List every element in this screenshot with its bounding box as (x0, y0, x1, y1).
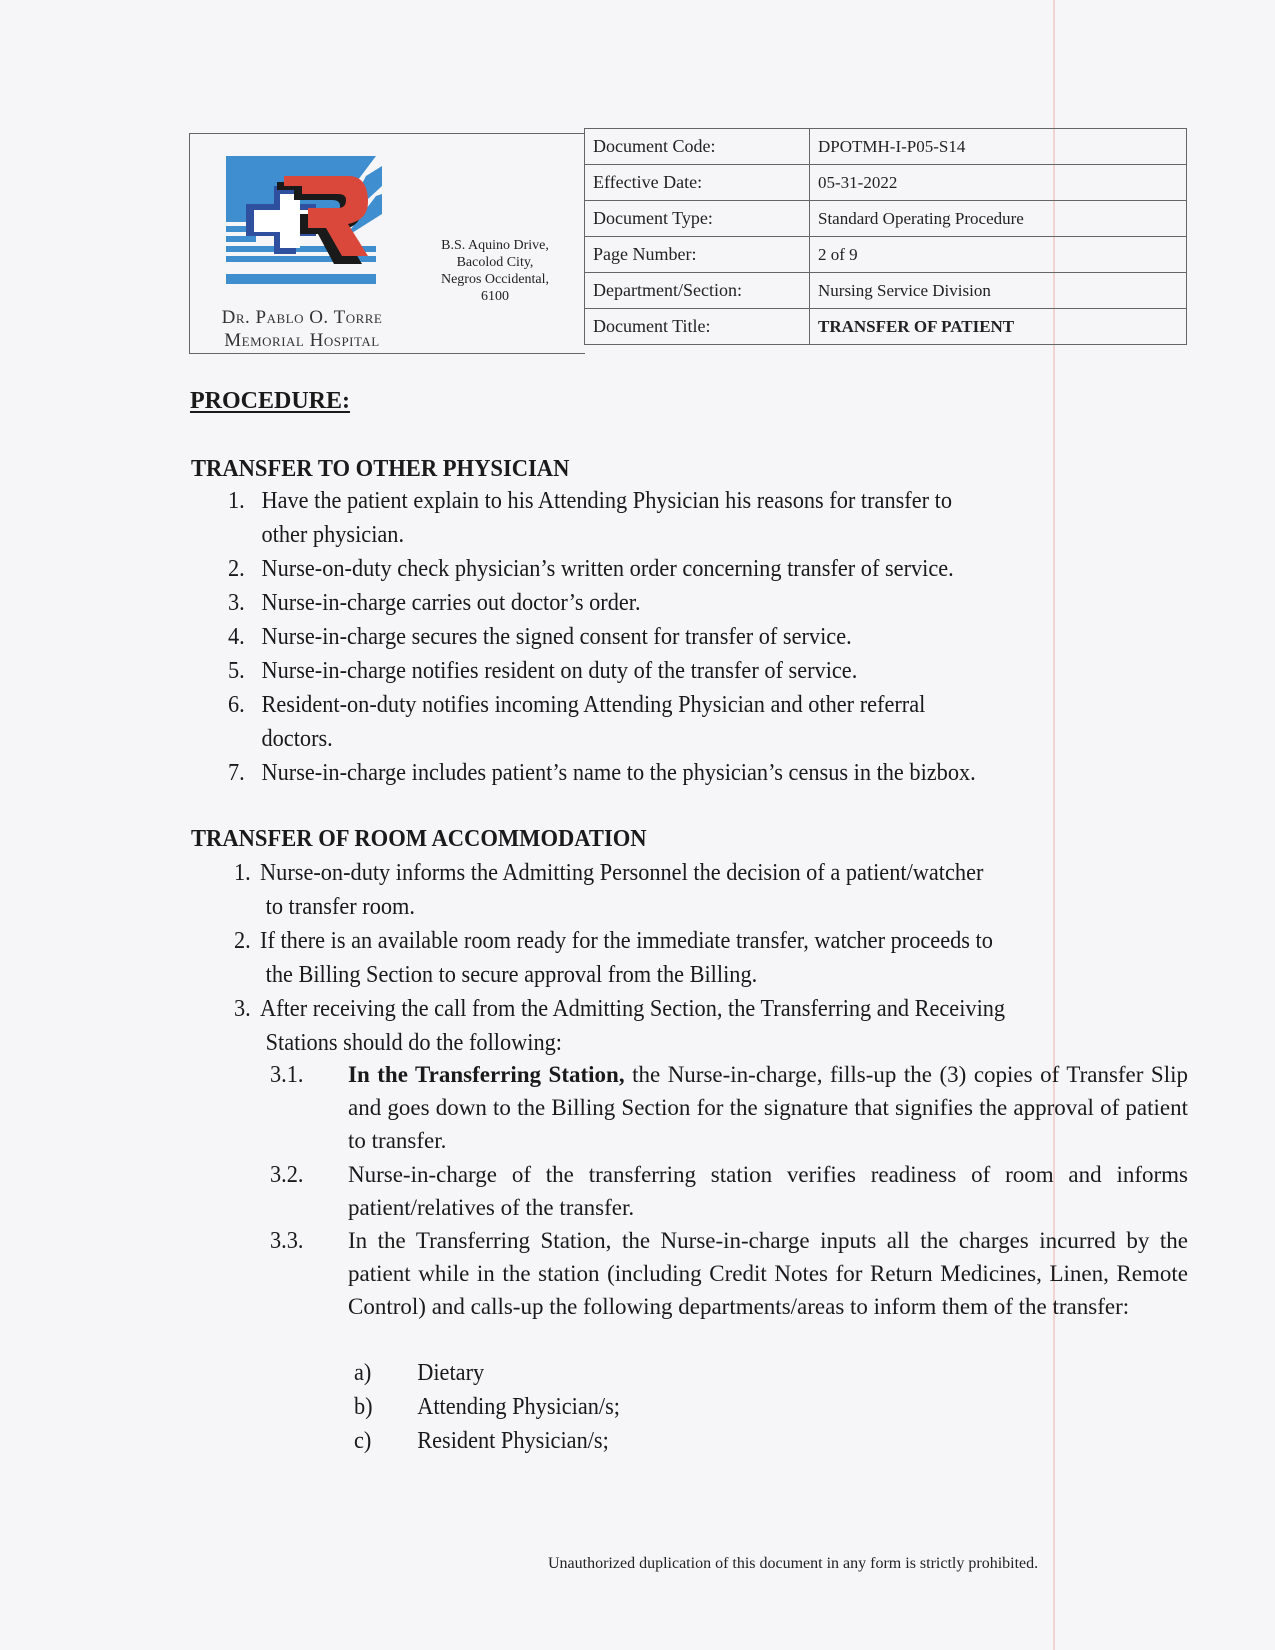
meta-label: Document Type: (585, 201, 810, 237)
list-number: 3. (228, 590, 245, 616)
letter-text: Resident Physician/s; (417, 1428, 609, 1454)
document-header (189, 128, 1187, 354)
meta-label: Page Number: (585, 237, 810, 273)
list-number: 1. (234, 860, 251, 886)
list-number: 3. (234, 996, 251, 1022)
procedure-heading: PROCEDURE: (190, 388, 350, 414)
subitem-body: Nurse-in-charge of the transferring station verifies readiness of room and informs patient/relatives of the transfer. (348, 1162, 1188, 1220)
subitem-bold-lead: In the Transferring Station, (348, 1062, 625, 1087)
meta-row-department (585, 273, 1187, 309)
list-text: After receiving the call from the Admitting Section, the Transferring and Receiving (260, 996, 1006, 1022)
meta-value: 05-31-2022 (810, 165, 1187, 201)
hospital-address (420, 237, 570, 305)
list-number: 4. (228, 624, 245, 650)
list-text: Nurse-in-charge notifies resident on duty of the transfer of service. (261, 658, 858, 684)
subitem-number: 3.1. (270, 1062, 304, 1088)
meta-row-effective-date (585, 165, 1187, 201)
list-text: to transfer room. (265, 894, 416, 920)
list-text: other physician. (261, 522, 405, 548)
subitem-text (348, 1224, 1188, 1323)
hospital-logo-icon (226, 156, 382, 284)
list-text: doctors. (261, 726, 333, 752)
meta-label: Effective Date: (585, 165, 810, 201)
subitem-number: 3.2. (270, 1162, 304, 1188)
section-heading-transfer-room: TRANSFER OF ROOM ACCOMMODATION (191, 826, 647, 852)
address-line: Bacolod City, (456, 255, 534, 270)
subitem-body: the Nurse-in-charge, fills-up the (3) copies of Transfer Slip and goes down to the Billing Section for the signature that signifies the approval of patient to transfer. (348, 1062, 1188, 1153)
address-line: 6100 (481, 289, 509, 304)
list-number: 6. (228, 692, 245, 718)
list-text: Resident-on-duty notifies incoming Attending Physician and other referral (261, 692, 926, 718)
letter-marker: b) (354, 1394, 373, 1420)
letter-marker: a) (354, 1360, 372, 1386)
letter-text: Dietary (417, 1360, 485, 1386)
meta-label: Document Code: (585, 129, 810, 165)
address-line: B.S. Aquino Drive, (441, 238, 549, 253)
hospital-name (190, 306, 414, 352)
list-text: Nurse-in-charge secures the signed consent for transfer of service. (261, 624, 852, 650)
meta-value: TRANSFER OF PATIENT (810, 309, 1187, 345)
subitem-body: In the Transferring Station, the Nurse-in-charge inputs all the charges incurred by the patient while in the station (including Credit Notes for Return Medicines, Linen, Remote Control) and calls-up the following departments/areas to inform them of the transfer: (348, 1228, 1188, 1319)
list-text: Nurse-on-duty informs the Admitting Personnel the decision of a patient/watcher (260, 860, 984, 886)
list-text: Nurse-in-charge includes patient’s name to the physician’s census in the bizbox. (261, 760, 976, 786)
list-number: 7. (228, 760, 245, 786)
list-text: Nurse-in-charge carries out doctor’s order. (261, 590, 641, 616)
subitem-text (348, 1158, 1188, 1224)
list-text: the Billing Section to secure approval from the Billing. (265, 962, 758, 988)
list-text: Have the patient explain to his Attending Physician his reasons for transfer to (261, 488, 953, 514)
meta-row-page-number (585, 237, 1187, 273)
meta-value: DPOTMH-I-P05-S14 (810, 129, 1187, 165)
letter-marker: c) (354, 1428, 372, 1454)
list-number: 5. (228, 658, 245, 684)
meta-value: 2 of 9 (810, 237, 1187, 273)
subitem-number: 3.3. (270, 1228, 304, 1254)
meta-label: Document Title: (585, 309, 810, 345)
document-meta-table (584, 128, 1187, 345)
subitem-text (348, 1058, 1188, 1157)
hospital-name-line1: Dr. Pablo O. Torre (221, 307, 383, 328)
list-text: If there is an available room ready for the immediate transfer, watcher proceeds to (260, 928, 993, 954)
address-line: Negros Occidental, (440, 272, 550, 287)
list-number: 2. (228, 556, 245, 582)
logo-cell (189, 133, 585, 354)
list-text: Nurse-on-duty check physician’s written order concerning transfer of service. (261, 556, 954, 582)
list-number: 1. (228, 488, 245, 514)
hospital-name-line2: Memorial Hospital (224, 330, 380, 351)
section-heading-transfer-physician: TRANSFER TO OTHER PHYSICIAN (191, 456, 570, 482)
footer-notice: Unauthorized duplication of this document in any form is strictly prohibited. (548, 1555, 1039, 1572)
list-text: Stations should do the following: (265, 1030, 562, 1056)
meta-row-document-code (585, 129, 1187, 165)
meta-value: Standard Operating Procedure (810, 201, 1187, 237)
meta-row-document-type (585, 201, 1187, 237)
letter-text: Attending Physician/s; (417, 1394, 620, 1420)
meta-row-document-title (585, 309, 1187, 345)
list-number: 2. (234, 928, 251, 954)
meta-value: Nursing Service Division (810, 273, 1187, 309)
meta-label: Department/Section: (585, 273, 810, 309)
